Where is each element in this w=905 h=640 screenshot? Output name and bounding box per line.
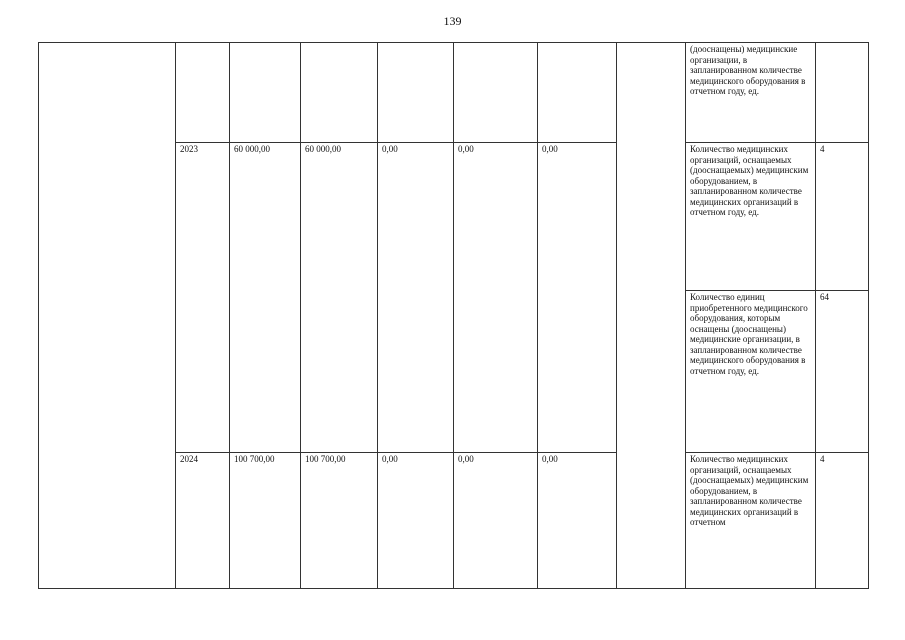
other-cell: 0,00 — [538, 453, 617, 589]
year-cell: 2024 — [176, 453, 230, 589]
year-cell — [176, 43, 230, 143]
indicator-text-cell: Количество единиц приобретенного медицинского оборудования, которым оснащены (дооснащены) медицинские организации, в запланированном количестве медицинского оборудования в отчетном году, ед. — [686, 291, 816, 453]
executor-cell — [617, 43, 686, 589]
table-row — [39, 43, 869, 143]
indicator-text-cell: Количество медицинских организаций, оснащаемых (дооснащаемых) медицинским оборудованием, в запланированном количестве медицинских организаций в отчетном году, ед. — [686, 143, 816, 291]
year-cell: 2023 — [176, 143, 230, 453]
total-cell: 60 000,00 — [230, 143, 301, 453]
indicator-value-cell: 4 — [816, 143, 869, 291]
total-cell — [230, 43, 301, 143]
indicator-text-cell: (дооснащены) медицинские организации, в запланированном количестве медицинского оборудования в отчетном году, ед. — [686, 43, 816, 143]
indicator-value-cell: 4 — [816, 453, 869, 589]
regional-cell: 0,00 — [378, 453, 454, 589]
indicator-value-cell: 64 — [816, 291, 869, 453]
local-cell — [454, 43, 538, 143]
other-cell — [538, 43, 617, 143]
page-number: 139 — [443, 14, 462, 28]
activity-cell — [39, 43, 176, 589]
local-cell: 0,00 — [454, 453, 538, 589]
local-cell: 0,00 — [454, 143, 538, 453]
regional-cell — [378, 43, 454, 143]
other-cell: 0,00 — [538, 143, 617, 453]
federal-cell: 100 700,00 — [301, 453, 378, 589]
program-table — [38, 42, 869, 589]
regional-cell: 0,00 — [378, 143, 454, 453]
federal-cell: 60 000,00 — [301, 143, 378, 453]
total-cell: 100 700,00 — [230, 453, 301, 589]
federal-cell — [301, 43, 378, 143]
indicator-value-cell — [816, 43, 869, 143]
indicator-text-cell: Количество медицинских организаций, оснащаемых (дооснащаемых) медицинским оборудованием, в запланированном количестве медицинских организаций в отчетном — [686, 453, 816, 589]
